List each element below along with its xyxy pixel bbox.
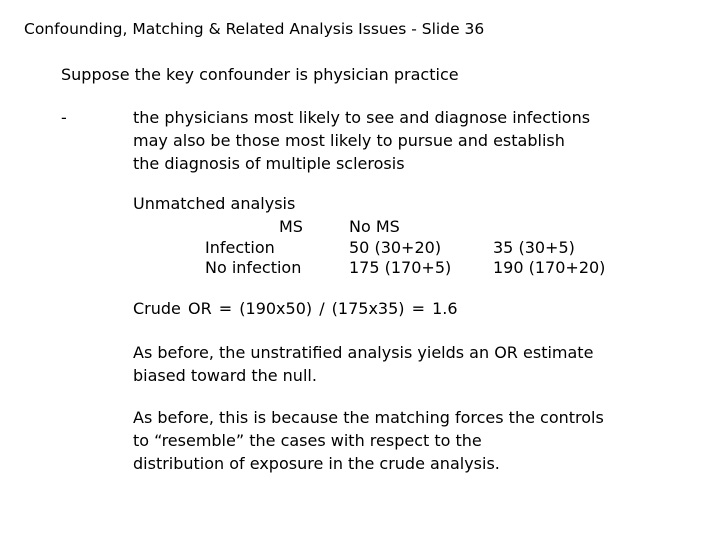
- lead-text: Suppose the key confounder is physician practice: [61, 65, 459, 84]
- bullet-paragraph: [133, 106, 693, 175]
- col-header-ms: MS: [279, 217, 303, 236]
- slide-number-label: - Slide 36: [406, 20, 485, 38]
- paragraph-line: to “resemble” the cases with respect to the: [133, 431, 482, 450]
- paragraph-line: As before, this is because the matching forces the controls: [133, 408, 604, 427]
- bullet-dash: -: [61, 108, 67, 127]
- unmatched-heading: Unmatched analysis: [133, 194, 296, 213]
- slide-title-text: Confounding, Matching & Related Analysis Issues: [24, 20, 407, 38]
- crude-or-line: Crude OR = (190x50) / (175x35) = 1.6: [133, 299, 458, 318]
- paragraph-line: distribution of exposure in the crude analysis.: [133, 454, 500, 473]
- paragraph-matching: [133, 406, 693, 475]
- row-label-infection: Infection: [205, 238, 275, 257]
- paragraph-unstratified: [133, 341, 693, 387]
- cell-no-infection-no-ms: 190 (170+20): [493, 258, 606, 277]
- bullet-line: the diagnosis of multiple sclerosis: [133, 154, 405, 173]
- bullet-line: the physicians most likely to see and diagnose infections: [133, 108, 591, 127]
- cell-infection-ms: 50 (30+20): [349, 238, 442, 257]
- paragraph-line: As before, the unstratified analysis yields an OR estimate: [133, 343, 594, 362]
- col-header-no-ms: No MS: [349, 217, 400, 236]
- paragraph-line: biased toward the null.: [133, 366, 317, 385]
- row-label-no-infection: No infection: [205, 258, 302, 277]
- cell-infection-no-ms: 35 (30+5): [493, 238, 575, 257]
- slide-title: [24, 20, 484, 38]
- cell-no-infection-ms: 175 (170+5): [349, 258, 452, 277]
- bullet-line: may also be those most likely to pursue and establish: [133, 131, 565, 150]
